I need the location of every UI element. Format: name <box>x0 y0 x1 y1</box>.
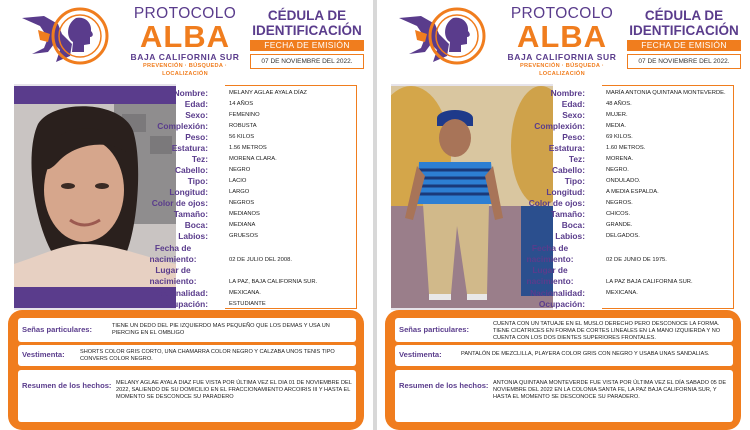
field-label: Cabello: <box>174 165 208 175</box>
field-value: NEGROS <box>229 200 255 206</box>
brand-region: BAJA CALIFORNIA SUR <box>507 52 617 62</box>
field-value: NEGRO. <box>606 167 629 173</box>
field-value: 56 KILOS <box>229 134 255 140</box>
field-ocupacion <box>467 298 737 310</box>
field-label: Ocupación: <box>161 299 208 309</box>
details-panel <box>385 310 741 430</box>
field-label: Tipo: <box>187 176 208 186</box>
field-label: Peso: <box>185 132 208 142</box>
brand-top: PROTOCOLO <box>510 5 614 22</box>
field-label: Boca: <box>184 220 208 230</box>
cedula-header <box>250 8 364 69</box>
emission-label: FECHA DE EMISIÓN <box>627 40 741 51</box>
brand-tagline: PREVENCIÓN · BÚSQUEDA · LOCALIZACIÓN <box>519 63 605 77</box>
field-value: LA PAZ, BAJA CALIFORNIA SUR. <box>229 279 318 285</box>
field-fecha-nacimiento <box>467 243 737 267</box>
field-value: GRUESOS <box>229 233 258 239</box>
senas-label: Señas particulares: <box>22 325 93 334</box>
field-value: MORENA. <box>606 156 634 162</box>
field-label: Labios: <box>178 231 208 241</box>
field-label: Edad: <box>184 99 208 109</box>
field-value: 1.56 METROS <box>229 145 267 151</box>
field-value: LACIO <box>229 178 247 184</box>
brand-block <box>503 6 621 78</box>
vestimenta-box <box>395 345 733 366</box>
field-label: Color de ojos: <box>528 198 585 208</box>
resumen-value: MELANY AGLAE AYALA DIAZ FUE VISTA POR ÚLTIMA VEZ EL DIA 01 DE NOVIEMBRE DEL 2022, SALIENDO DE SU DOMICILIO EN EL FRACCIONAMIENTO ARCOIRIS III Y HASTA EL MOMENTO SE DESCONOCE SU PARADERO <box>116 380 352 401</box>
field-value: LA PAZ BAJA CALIFORNIA SUR. <box>606 279 693 285</box>
emission-label: FECHA DE EMISIÓN <box>250 40 364 51</box>
brand-region: BAJA CALIFORNIA SUR <box>130 52 240 62</box>
field-label: Tez: <box>568 154 585 164</box>
brand-main: ALBA <box>516 19 608 54</box>
field-label: Lugar de nacimiento: <box>526 265 574 286</box>
field-value: MEXICANA. <box>229 290 261 296</box>
field-value: 48 AÑOS. <box>606 101 632 107</box>
field-label: Cabello: <box>551 165 585 175</box>
senas-box <box>18 318 356 342</box>
field-fecha-nacimiento <box>90 243 360 267</box>
brand-main: ALBA <box>139 19 231 54</box>
emission-date: 07 DE NOVIEMBRE DEL 2022. <box>250 54 364 69</box>
field-value: MORENA CLARA. <box>229 156 277 162</box>
field-lugar-nacimiento <box>90 265 360 289</box>
field-value: FEMENINO <box>229 112 260 118</box>
field-lugar-nacimiento <box>467 265 737 289</box>
cedula-title-line1: CÉDULA DE <box>267 8 347 23</box>
field-label: Fecha de nacimiento: <box>149 243 197 264</box>
vestimenta-label: Vestimenta: <box>22 350 65 359</box>
resumen-label: Resumen de los hechos: <box>399 381 489 390</box>
field-label: Tamaño: <box>173 209 208 219</box>
senas-value: CUENTA CON UN TATUAJE EN EL MUSLO DERECHO PERO DESCONOCE LA FORMA. TIENE CICATRICES EN FORMA DE CORTES LINEALES EN LA MANO IZQUIERDA Y NO CUENTA CON LOS DOS DIENTES SUPERIORES FRONTALES. <box>493 321 721 342</box>
id-card-right <box>377 0 750 430</box>
field-value: NEGROS. <box>606 200 633 206</box>
field-label: Sexo: <box>185 110 208 120</box>
details-panel <box>8 310 364 430</box>
field-value: 02 DE JUNIO DE 1975. <box>606 257 667 263</box>
field-label: Longitud: <box>169 187 208 197</box>
field-label: Tipo: <box>564 176 585 186</box>
field-label: Estatura: <box>171 143 208 153</box>
resumen-value: ANTONIA QUINTANA MONTEVERDE FUE VISTA POR ÚLTIMA VEZ EL DÍA SABADO 05 DE NOVIEMBRE DEL 2022 EN LA COLONIA SANTA FE, LA PAZ BAJA CALIFORNIA SUR, Y HASTA EL MOMENTO SE DESCONOCE SU PARADERO. <box>493 380 727 401</box>
resumen-label: Resumen de los hechos: <box>22 381 112 390</box>
field-ocupacion <box>90 298 360 310</box>
field-label: Nacionalidad: <box>530 288 585 298</box>
cedula-title-line2: IDENTIFICACIÓN <box>629 23 739 38</box>
field-value: ONDULADO. <box>606 178 641 184</box>
cedula-header <box>627 8 741 69</box>
field-value: LARGO <box>229 189 250 195</box>
senas-label: Señas particulares: <box>399 325 470 334</box>
field-value: ESTUDIANTE <box>229 301 266 307</box>
field-label: Boca: <box>561 220 585 230</box>
id-card-left <box>0 0 373 430</box>
field-label: Color de ojos: <box>151 198 208 208</box>
field-value: MELANY AGLAE AYALA DÍAZ <box>229 90 307 96</box>
field-value: MEDIA. <box>606 123 626 129</box>
field-label: Estatura: <box>548 143 585 153</box>
field-label: Nombre: <box>173 88 208 98</box>
field-label: Ocupación: <box>538 299 585 309</box>
field-label: Fecha de nacimiento: <box>526 243 574 264</box>
field-label: Labios: <box>555 231 585 241</box>
field-value: NEGRO <box>229 167 251 173</box>
field-value: A MEDIA ESPALDA. <box>606 189 659 195</box>
field-value: GRANDE. <box>606 222 633 228</box>
field-value: MARÍA ANTONIA QUINTANA MONTEVERDE. <box>606 90 726 96</box>
field-label: Longitud: <box>546 187 585 197</box>
senas-box <box>395 318 733 342</box>
cedula-title-line1: CÉDULA DE <box>644 8 724 23</box>
field-label: Complexión: <box>157 121 208 131</box>
vestimenta-value: SHORTS COLOR GRIS CORTO, UNA CHAMARRA COLOR NEGRO Y CALZABA UNOS TENIS TIPO CONVERS COLOR NEGRO. <box>80 349 335 363</box>
field-label: Tez: <box>191 154 208 164</box>
field-value: 14 AÑOS <box>229 101 254 107</box>
field-label: Edad: <box>561 99 585 109</box>
field-label: Nacionalidad: <box>153 288 208 298</box>
resumen-box <box>395 370 733 422</box>
field-value: MEDIANOS <box>229 211 260 217</box>
field-label: Peso: <box>562 132 585 142</box>
vestimenta-box <box>18 345 356 366</box>
vestimenta-value: PANTALÓN DE MEZCLILLA, PLAYERA COLOR GRIS CON NEGRO Y USABA UNAS SANDALIAS. <box>461 351 710 357</box>
senas-value: TIENE UN DEDO DEL PIE IZQUIERDO MAS PEQUEÑO QUE LOS DEMAS Y USA UN PIERCING EN EL OMBLIGO <box>112 323 330 337</box>
field-label: Complexión: <box>534 121 585 131</box>
resumen-box <box>18 370 356 422</box>
field-label: Nombre: <box>550 88 585 98</box>
field-value: 1.60 METROS. <box>606 145 646 151</box>
brand-top: PROTOCOLO <box>133 5 237 22</box>
protocolo-alba-logo <box>395 4 493 70</box>
field-labios <box>467 230 737 242</box>
brand-block <box>126 6 244 78</box>
field-value: DELGADOS. <box>606 233 640 239</box>
field-value: MUJER. <box>606 112 628 118</box>
field-label: Sexo: <box>562 110 585 120</box>
field-labios <box>90 230 360 242</box>
cedula-title-line2: IDENTIFICACIÓN <box>252 23 362 38</box>
emission-date: 07 DE NOVIEMBRE DEL 2022. <box>627 54 741 69</box>
brand-tagline: PREVENCIÓN · BÚSQUEDA · LOCALIZACIÓN <box>142 63 228 77</box>
field-value: 69 KILOS. <box>606 134 633 140</box>
field-label: Lugar de nacimiento: <box>149 265 197 286</box>
vestimenta-label: Vestimenta: <box>399 350 442 359</box>
field-value: MEXICANA. <box>606 290 638 296</box>
field-value: CHICOS. <box>606 211 631 217</box>
field-value: ROBUSTA <box>229 123 257 129</box>
field-value: MEDIANA <box>229 222 256 228</box>
field-value: 02 DE JULIO DEL 2008. <box>229 257 292 263</box>
protocolo-alba-logo <box>18 4 116 70</box>
field-label: Tamaño: <box>550 209 585 219</box>
